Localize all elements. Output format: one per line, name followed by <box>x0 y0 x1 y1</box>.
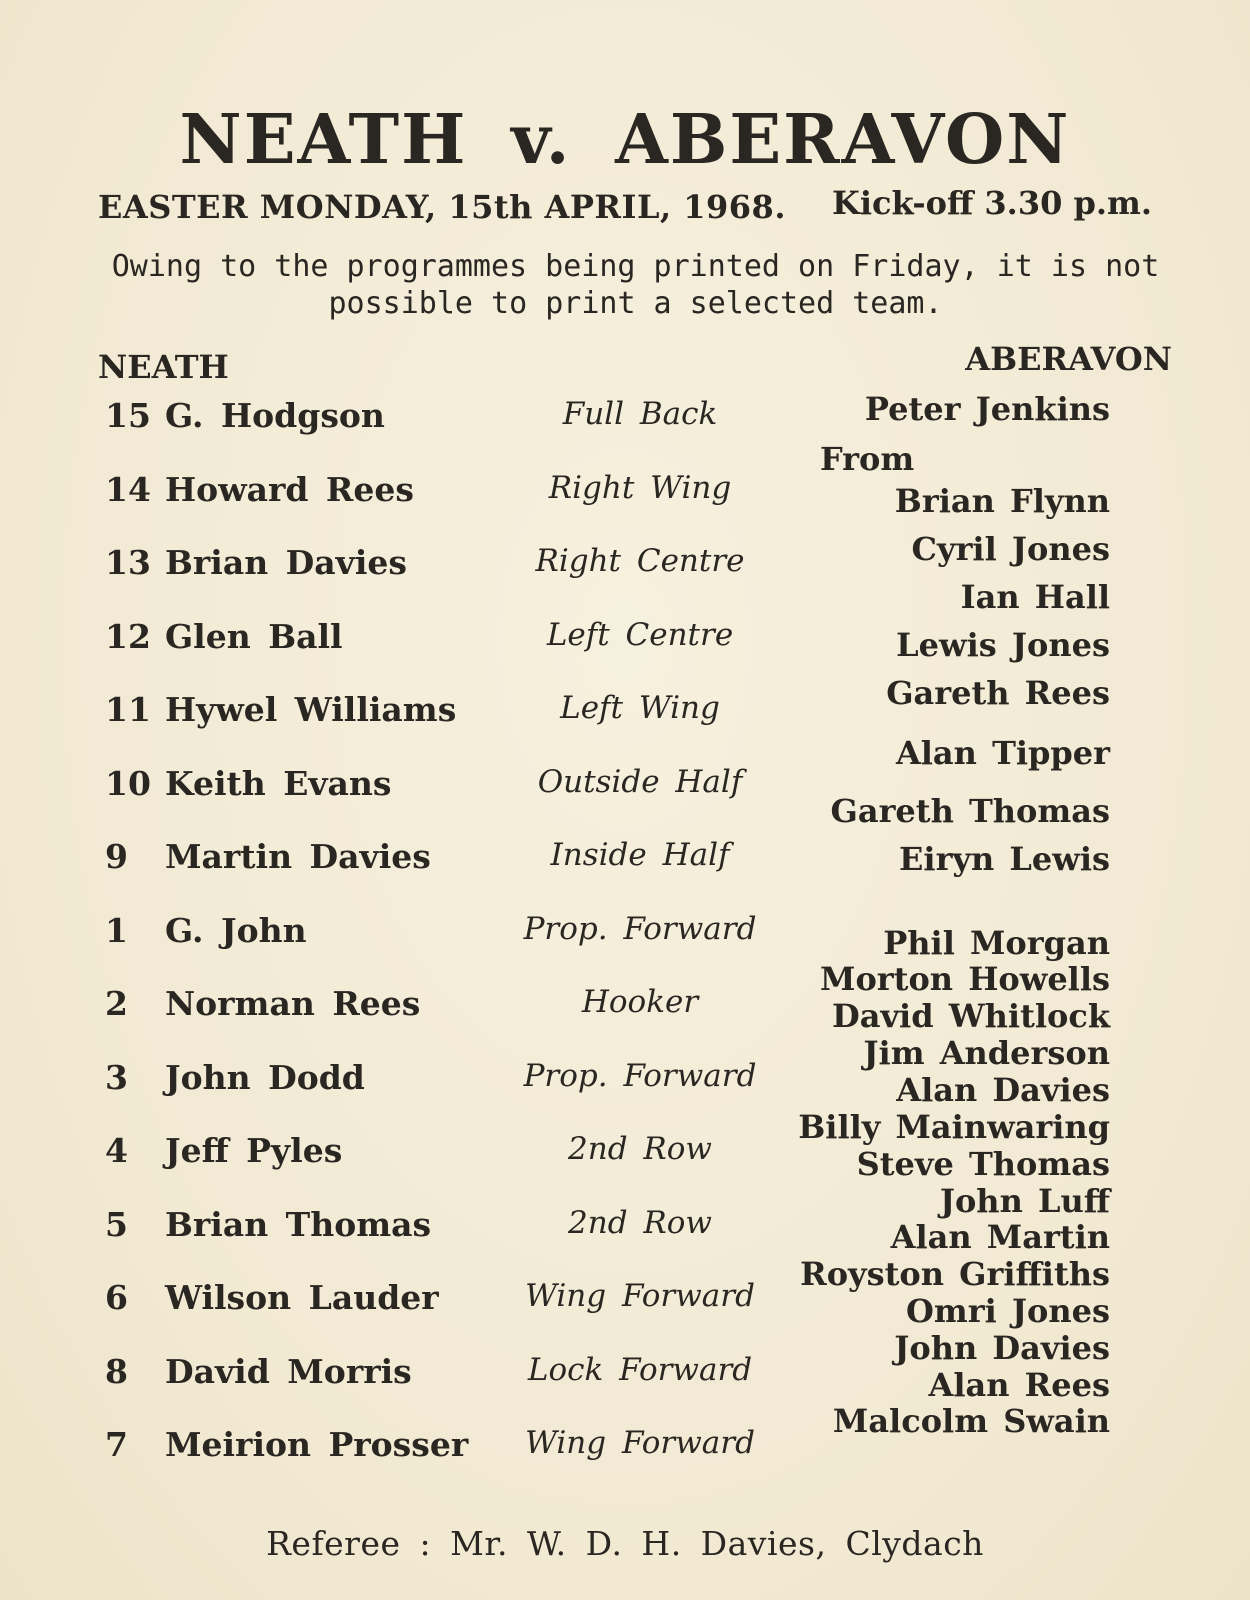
player-position: Wing Forward <box>525 1425 755 1461</box>
player-name: Hywel Williams <box>165 690 457 729</box>
player-position: Inside Half <box>550 837 730 873</box>
player-name: John Dodd <box>165 1058 365 1097</box>
player-name: Keith Evans <box>165 764 392 803</box>
player-name: G. Hodgson <box>165 396 385 435</box>
player-position: Hooker <box>581 984 699 1020</box>
aberavon-player-name: Billy Mainwaring <box>798 1108 1110 1146</box>
aberavon-player-name: Alan Davies <box>896 1071 1110 1109</box>
player-position: Left Wing <box>560 690 720 726</box>
player-number: 12 <box>105 617 151 656</box>
kickoff-time: Kick-off 3.30 p.m. <box>832 184 1152 222</box>
player-name: David Morris <box>165 1352 412 1391</box>
player-name: Norman Rees <box>165 984 421 1023</box>
referee-line: Referee : Mr. W. D. H. Davies, Clydach <box>266 1524 984 1563</box>
neath-heading: NEATH <box>98 348 229 386</box>
player-name: Glen Ball <box>165 617 343 656</box>
aberavon-player-name: Brian Flynn <box>894 482 1110 520</box>
player-name: Wilson Lauder <box>165 1278 439 1317</box>
player-position: Left Centre <box>546 617 734 653</box>
player-number: 9 <box>105 837 128 876</box>
aberavon-player-name: Omri Jones <box>905 1292 1110 1330</box>
player-number: 10 <box>105 764 151 803</box>
player-number: 6 <box>105 1278 128 1317</box>
aberavon-player-name: Alan Tipper <box>895 734 1110 772</box>
player-number: 13 <box>105 543 151 582</box>
player-position: Wing Forward <box>525 1278 755 1314</box>
aberavon-player-name: Jim Anderson <box>863 1034 1110 1072</box>
aberavon-player-name: Morton Howells <box>820 960 1110 998</box>
player-name: G. John <box>165 911 307 950</box>
player-position: Prop. Forward <box>523 911 757 947</box>
player-position: Prop. Forward <box>523 1058 757 1094</box>
aberavon-from-label: From <box>820 440 915 478</box>
aberavon-heading: ABERAVON <box>965 340 1172 378</box>
player-number: 11 <box>105 690 151 729</box>
player-position: Full Back <box>562 396 718 432</box>
player-position: 2nd Row <box>568 1131 712 1167</box>
player-position: 2nd Row <box>568 1205 712 1241</box>
player-position: Right Wing <box>548 470 732 506</box>
player-name: Meirion Prosser <box>165 1425 469 1464</box>
aberavon-player-name: Alan Martin <box>890 1218 1110 1256</box>
aberavon-player-name: Malcolm Swain <box>832 1402 1110 1440</box>
player-number: 3 <box>105 1058 128 1097</box>
player-number: 5 <box>105 1205 128 1244</box>
aberavon-player-name: Royston Griffiths <box>800 1255 1110 1293</box>
player-number: 1 <box>105 911 128 950</box>
player-name: Brian Thomas <box>165 1205 432 1244</box>
programme-note: Owing to the programmes being printed on Friday, it is not possible to print a selected team. <box>111 249 1160 321</box>
player-name: Martin Davies <box>165 837 431 876</box>
player-number: 15 <box>105 396 151 435</box>
aberavon-player-name: Peter Jenkins <box>864 390 1110 428</box>
aberavon-player-name: Alan Rees <box>928 1366 1110 1404</box>
aberavon-player-name: Steve Thomas <box>856 1145 1110 1183</box>
player-position: Right Centre <box>535 543 745 579</box>
player-number: 4 <box>105 1131 128 1170</box>
player-number: 2 <box>105 984 128 1023</box>
player-position: Lock Forward <box>527 1352 753 1388</box>
player-name: Brian Davies <box>165 543 407 582</box>
aberavon-player-name: John Luff <box>939 1182 1110 1220</box>
aberavon-player-name: Gareth Rees <box>886 674 1110 712</box>
aberavon-player-name: David Whitlock <box>831 997 1110 1035</box>
aberavon-player-name: John Davies <box>894 1329 1110 1367</box>
aberavon-player-name: Cyril Jones <box>911 530 1110 568</box>
player-name: Jeff Pyles <box>165 1131 343 1170</box>
aberavon-player-name: Lewis Jones <box>896 626 1110 664</box>
player-number: 8 <box>105 1352 128 1391</box>
player-number: 7 <box>105 1425 128 1464</box>
aberavon-player-name: Eiryn Lewis <box>899 840 1110 878</box>
aberavon-player-name: Gareth Thomas <box>830 792 1110 830</box>
aberavon-player-name: Ian Hall <box>960 578 1110 616</box>
player-position: Outside Half <box>537 764 743 800</box>
player-name: Howard Rees <box>165 470 414 509</box>
player-number: 14 <box>105 470 151 509</box>
match-title: NEATH v. ABERAVON <box>179 100 1071 180</box>
aberavon-player-name: Phil Morgan <box>883 924 1110 962</box>
match-date: EASTER MONDAY, 15th APRIL, 1968. <box>98 188 786 226</box>
